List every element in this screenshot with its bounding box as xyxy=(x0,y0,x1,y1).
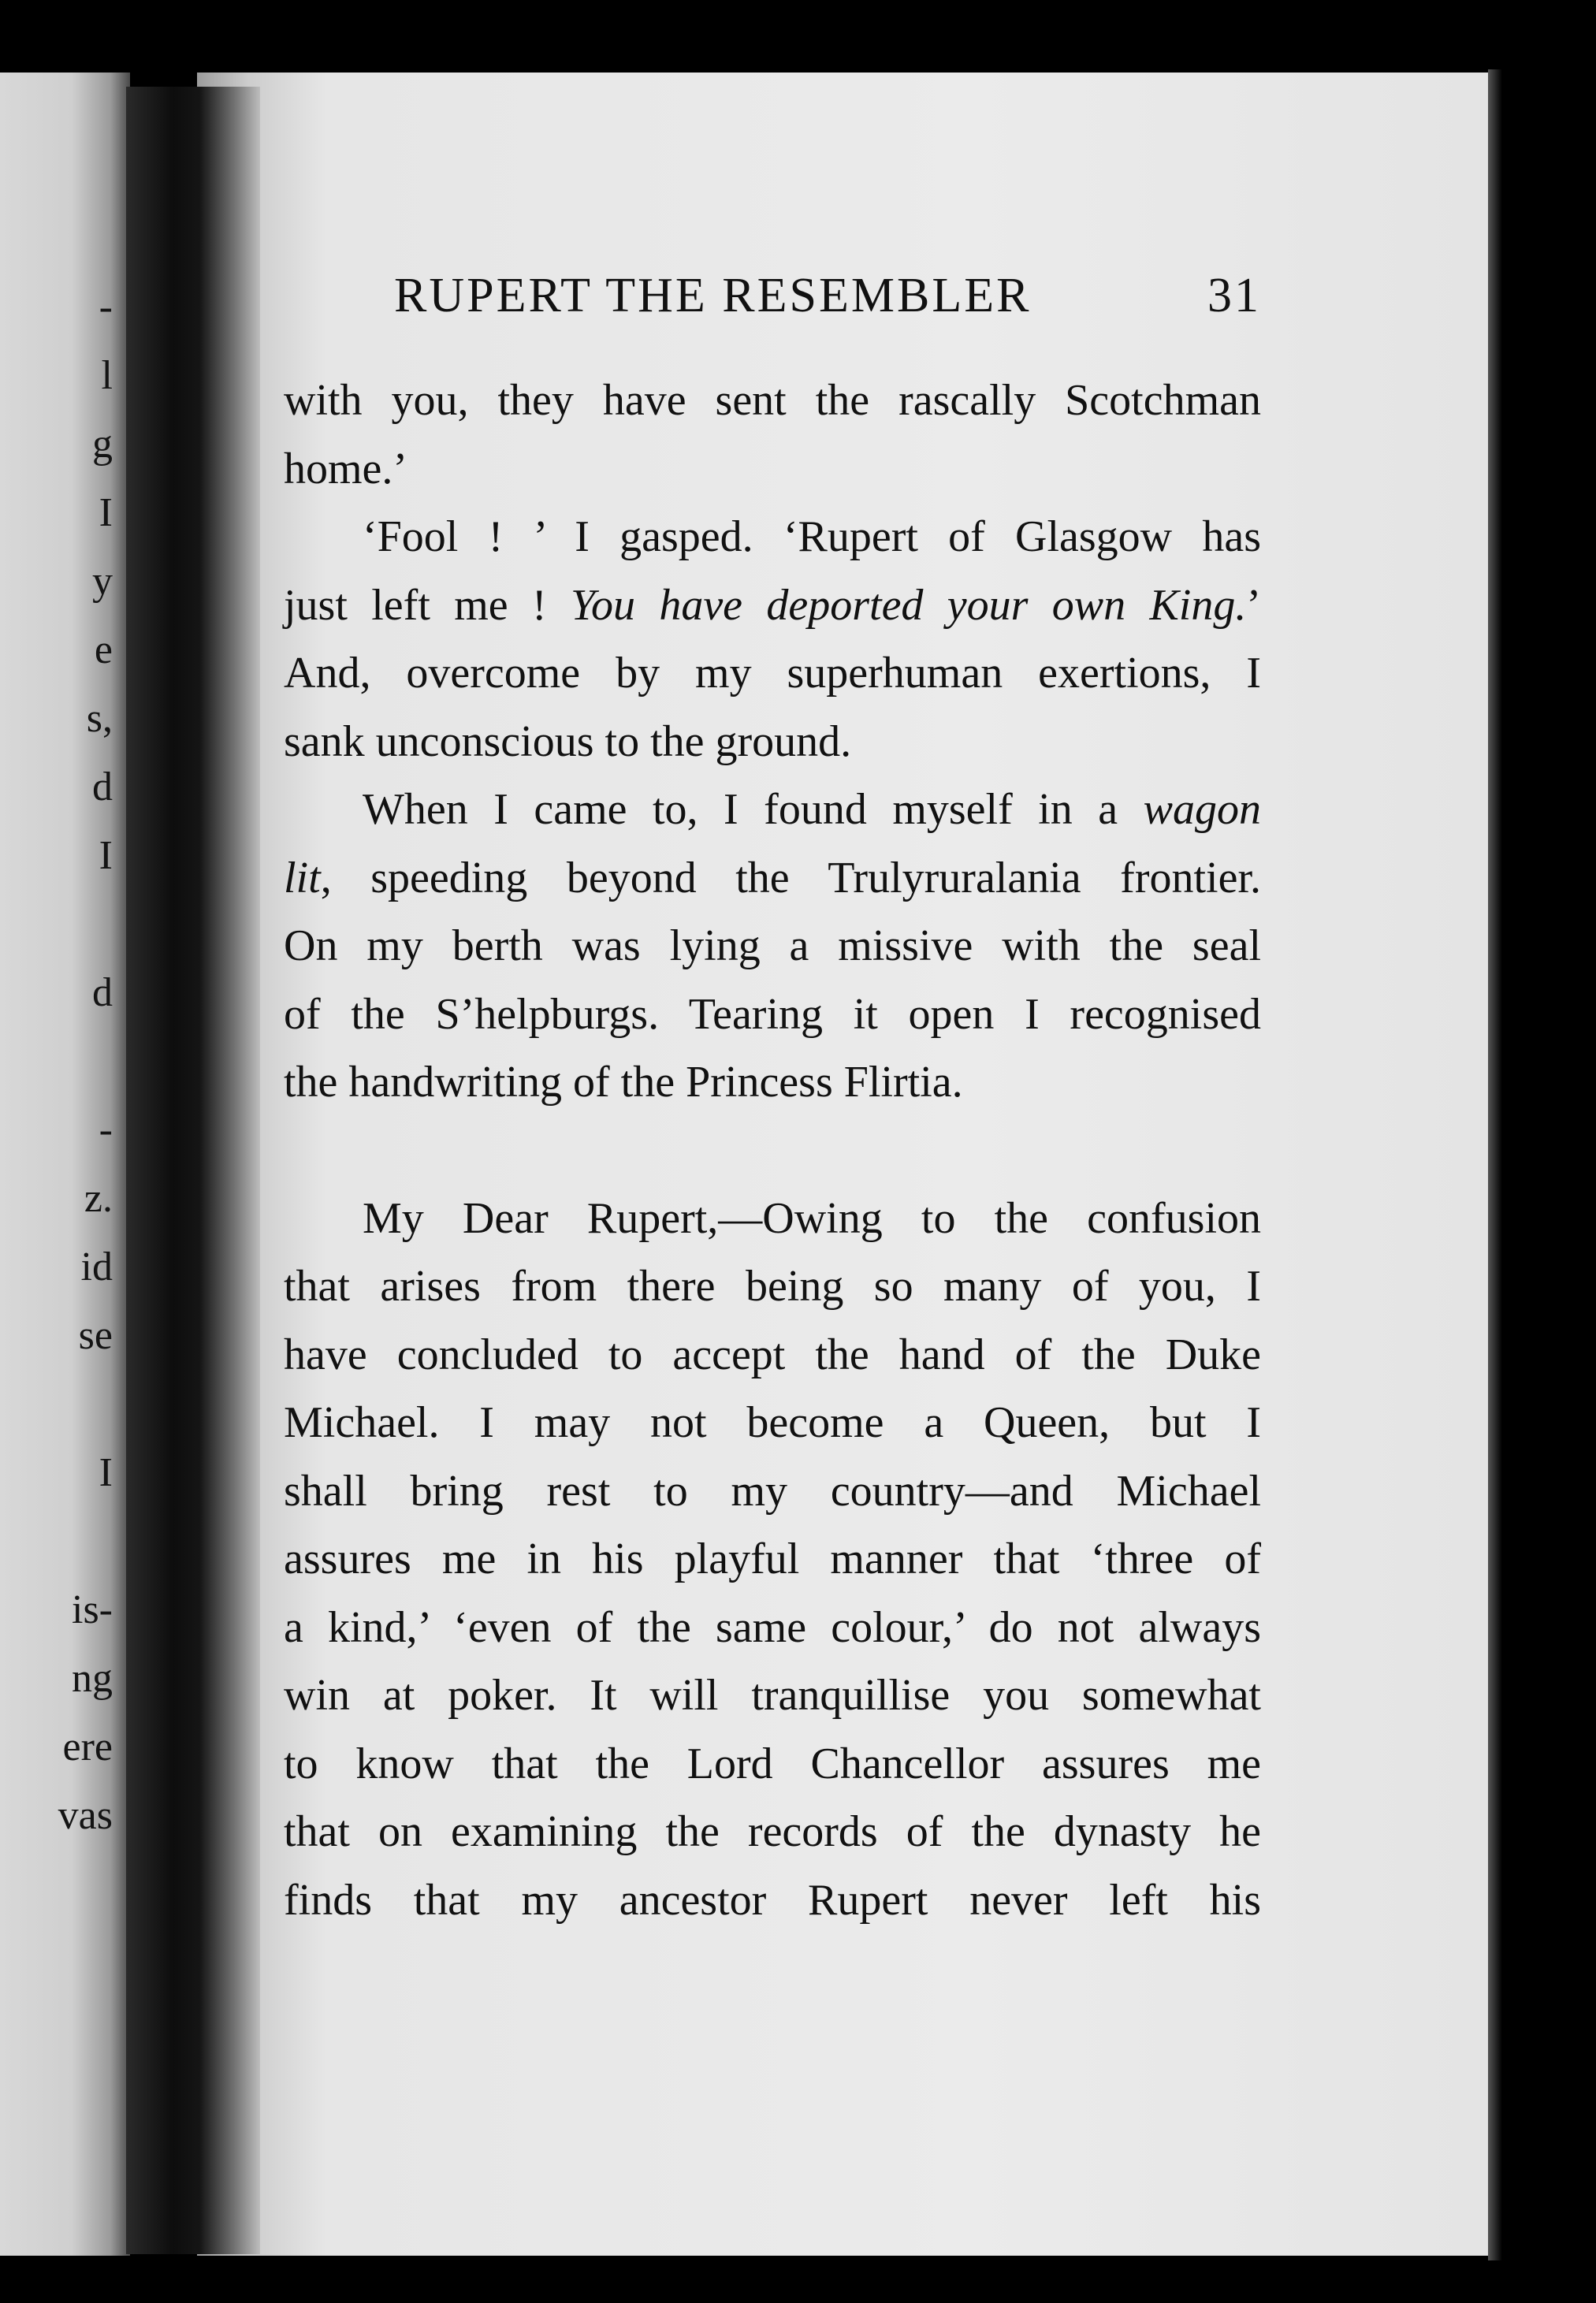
left-page-line: I xyxy=(99,490,113,535)
text-line xyxy=(284,776,1261,844)
left-page-line: - xyxy=(99,285,113,329)
text-run: ’ xyxy=(1246,580,1262,630)
left-page-line: ng xyxy=(72,1656,113,1701)
text-line: have concluded to accept the hand of the Duke xyxy=(284,1330,1261,1379)
left-page-line: ere xyxy=(62,1724,113,1769)
left-page-line: vas xyxy=(58,1793,113,1838)
left-page-line: e xyxy=(94,627,113,672)
text-line: assures me in his playful manner that ‘three of xyxy=(284,1535,1261,1583)
left-page-line: d xyxy=(92,765,113,809)
text-line: sank unconscious to the ground. xyxy=(284,716,852,766)
text-line: shall bring rest to my country—and Michael xyxy=(284,1466,1261,1516)
text-run: , speeding beyond the Trulyruralania frontier. xyxy=(320,853,1261,902)
text-line: On my berth was lying a missive with the seal xyxy=(284,921,1261,970)
text-run: just left me ! xyxy=(284,580,571,630)
text-line: home.’ xyxy=(284,444,408,493)
left-page-line: l xyxy=(101,353,113,398)
left-page-line: z. xyxy=(84,1176,113,1221)
running-head-title: RUPERT THE RESEMBLER xyxy=(394,269,1032,322)
page-number: 31 xyxy=(1207,269,1261,322)
left-page-line: I xyxy=(99,833,113,878)
text-line: of the S’helpburgs. Tearing it open I recognised xyxy=(284,989,1261,1039)
text-line: finds that my ancestor Rupert never left his xyxy=(284,1875,1261,1925)
italic-text-run: You have deported your own King. xyxy=(570,580,1247,630)
text-line: with you, they have sent the rascally Scotchman xyxy=(284,376,1261,425)
left-page-line: y xyxy=(92,559,113,604)
text-line: ‘Fool ! ’ I gasped. ‘Rupert of Glasgow has xyxy=(363,512,1261,561)
page-edge xyxy=(1488,69,1502,2260)
running-head xyxy=(394,268,1261,331)
text-line: that arises from there being so many of you, I xyxy=(284,1262,1261,1311)
text-line: And, overcome by my superhuman exertions, I xyxy=(284,649,1261,698)
italic-text-run: lit xyxy=(284,853,321,902)
left-page-fragment xyxy=(0,73,130,2256)
left-page-line: - xyxy=(99,1107,113,1152)
text-line: the handwriting of the Princess Flirtia. xyxy=(284,1058,963,1107)
text-line: Michael. I may not become a Queen, but I xyxy=(284,1398,1261,1447)
text-line xyxy=(284,571,1261,640)
text-line: My Dear Rupert,—Owing to the confusion xyxy=(363,1193,1261,1243)
text-line: to know that the Lord Chancellor assures me xyxy=(284,1739,1261,1788)
book-gutter-shadow xyxy=(126,87,260,2254)
left-page-line: g xyxy=(92,422,113,467)
left-page-line: I xyxy=(99,1450,113,1495)
paragraph-gap xyxy=(284,1117,1261,1185)
text-line: that on examining the records of the dynasty he xyxy=(284,1807,1261,1856)
text-line: a kind,’ ‘even of the same colour,’ do not always xyxy=(284,1602,1261,1652)
italic-text-run: wagon xyxy=(1143,785,1261,834)
left-page-line: is- xyxy=(72,1587,113,1632)
text-line: win at poker. It will tranquillise you somewhat xyxy=(284,1671,1261,1720)
left-page-line: d xyxy=(92,970,113,1015)
left-page-line: id xyxy=(80,1245,113,1289)
left-page-line: s, xyxy=(86,696,113,741)
left-page-line: se xyxy=(78,1313,113,1358)
text-run: When I came to, I found myself in a xyxy=(363,785,1144,834)
body-text xyxy=(284,366,1261,1934)
text-line xyxy=(284,844,1261,913)
